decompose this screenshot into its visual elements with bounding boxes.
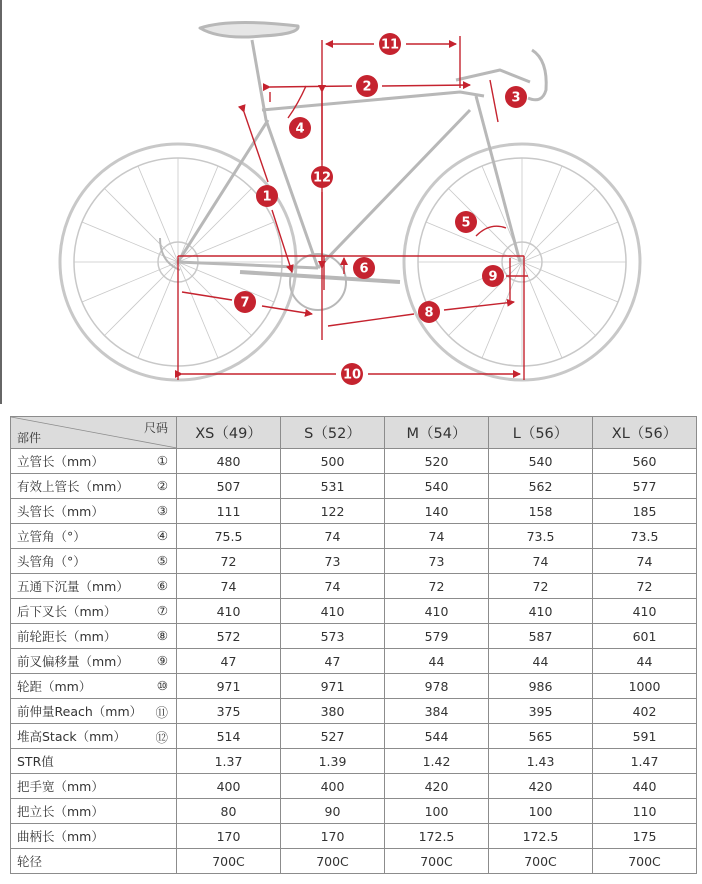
corner-cell [11,417,177,449]
value-cell: 100 [489,799,593,824]
row-label: 有效上管长（mm） [17,479,129,494]
row-number: ⑨ [156,653,168,668]
value-cell: 572 [177,624,281,649]
svg-text:12: 12 [312,170,332,186]
corner-size-label: 尺码 [143,421,168,435]
row-label: 轮径 [17,854,43,869]
callout-7 [234,291,256,313]
row-label: 五通下沉量（mm） [17,579,129,594]
row-label-cell [11,724,177,749]
table-row [11,824,697,849]
table-row [11,749,697,774]
svg-text:11: 11 [380,37,400,53]
value-cell: 700C [489,849,593,874]
table-row [11,849,697,874]
svg-text:5: 5 [461,215,471,231]
bike-geometry-diagram [0,0,702,404]
value-cell: 110 [593,799,697,824]
size-header-xl: XL（56） [593,417,697,449]
row-number: ⑦ [156,603,168,618]
value-cell: 170 [281,824,385,849]
table-row [11,474,697,499]
value-cell: 420 [385,774,489,799]
value-cell: 507 [177,474,281,499]
value-cell: 420 [489,774,593,799]
value-cell: 185 [593,499,697,524]
row-label-cell [11,849,177,874]
table-row [11,574,697,599]
value-cell: 410 [593,599,697,624]
value-cell: 410 [385,599,489,624]
value-cell: 170 [177,824,281,849]
value-cell: 971 [177,674,281,699]
size-header-l: L（56） [489,417,593,449]
svg-text:6: 6 [359,261,369,277]
value-cell: 978 [385,674,489,699]
callout-5 [455,211,477,233]
svg-text:2: 2 [362,79,372,95]
value-cell: 500 [281,449,385,474]
value-cell: 74 [489,549,593,574]
callout-badges [234,33,527,385]
dimension-lines [178,36,528,380]
value-cell: 520 [385,449,489,474]
value-cell: 410 [489,599,593,624]
value-cell: 44 [593,649,697,674]
value-cell: 544 [385,724,489,749]
row-label-cell [11,599,177,624]
value-cell: 73 [281,549,385,574]
value-cell: 1.42 [385,749,489,774]
svg-text:4: 4 [295,121,305,137]
value-cell: 47 [177,649,281,674]
value-cell: 577 [593,474,697,499]
value-cell: 44 [489,649,593,674]
size-header-xs: XS（49） [177,417,281,449]
row-label: 立管长（mm） [17,454,104,469]
value-cell: 591 [593,724,697,749]
value-cell: 72 [489,574,593,599]
callout-1 [256,185,278,207]
row-label: 头管角（°） [17,554,86,569]
callout-6 [353,257,375,279]
value-cell: 140 [385,499,489,524]
table-row [11,774,697,799]
value-cell: 72 [177,549,281,574]
table-row [11,724,697,749]
corner-part-label: 部件 [17,431,42,445]
value-cell: 971 [281,674,385,699]
value-cell: 172.5 [385,824,489,849]
value-cell: 158 [489,499,593,524]
value-cell: 73.5 [489,524,593,549]
row-number: ⑪ [155,705,168,720]
value-cell: 1.47 [593,749,697,774]
table-row [11,649,697,674]
callout-8 [418,301,440,323]
table-row [11,624,697,649]
value-cell: 402 [593,699,697,724]
callout-2 [356,75,378,97]
table-row [11,799,697,824]
row-label: 把手宽（mm） [17,779,104,794]
row-label: 前轮距长（mm） [17,629,117,644]
value-cell: 72 [593,574,697,599]
value-cell: 122 [281,499,385,524]
row-label-cell [11,674,177,699]
row-number: ⑩ [156,678,168,693]
callout-4 [289,117,311,139]
value-cell: 73 [385,549,489,574]
row-label: 轮距（mm） [17,679,92,694]
front-wheel [404,144,640,380]
table-row [11,599,697,624]
value-cell: 573 [281,624,385,649]
row-number: ① [156,453,168,468]
callout-9 [482,265,504,287]
row-number: ⑤ [156,553,168,568]
row-label: 后下叉长（mm） [17,604,117,619]
row-label-cell [11,749,177,774]
row-label-cell [11,824,177,849]
row-label-cell [11,449,177,474]
value-cell: 380 [281,699,385,724]
svg-text:1: 1 [262,189,272,205]
value-cell: 410 [281,599,385,624]
value-cell: 384 [385,699,489,724]
value-cell: 80 [177,799,281,824]
svg-text:7: 7 [240,295,250,311]
row-label-cell [11,799,177,824]
value-cell: 986 [489,674,593,699]
callout-11 [379,33,401,55]
value-cell: 562 [489,474,593,499]
table-row [11,549,697,574]
row-number: ④ [156,528,168,543]
value-cell: 440 [593,774,697,799]
row-label: 把立长（mm） [17,804,104,819]
callout-3 [505,86,527,108]
row-label-cell [11,624,177,649]
value-cell: 375 [177,699,281,724]
value-cell: 172.5 [489,824,593,849]
value-cell: 410 [177,599,281,624]
value-cell: 74 [593,549,697,574]
table-row [11,524,697,549]
value-cell: 74 [281,524,385,549]
value-cell: 72 [385,574,489,599]
svg-text:3: 3 [511,90,521,106]
value-cell: 74 [177,574,281,599]
value-cell: 560 [593,449,697,474]
value-cell: 700C [593,849,697,874]
value-cell: 700C [281,849,385,874]
value-cell: 75.5 [177,524,281,549]
row-label-cell [11,499,177,524]
row-label-cell [11,474,177,499]
value-cell: 111 [177,499,281,524]
value-cell: 579 [385,624,489,649]
value-cell: 540 [489,449,593,474]
value-cell: 601 [593,624,697,649]
value-cell: 90 [281,799,385,824]
row-label-cell [11,524,177,549]
row-label-cell [11,699,177,724]
value-cell: 540 [385,474,489,499]
svg-text:8: 8 [424,305,434,321]
table-header-row [11,417,697,449]
geometry-table [10,416,697,874]
value-cell: 395 [489,699,593,724]
value-cell: 514 [177,724,281,749]
row-number: ⑧ [156,628,168,643]
value-cell: 400 [281,774,385,799]
row-label: 头管长（mm） [17,504,104,519]
value-cell: 700C [385,849,489,874]
table-row [11,499,697,524]
value-cell: 700C [177,849,281,874]
callout-10 [341,363,363,385]
value-cell: 1.37 [177,749,281,774]
value-cell: 74 [281,574,385,599]
row-label: STR值 [17,754,54,769]
value-cell: 480 [177,449,281,474]
row-label: 前伸量Reach（mm） [17,704,143,719]
value-cell: 531 [281,474,385,499]
row-label: 曲柄长（mm） [17,829,104,844]
value-cell: 175 [593,824,697,849]
row-label-cell [11,774,177,799]
value-cell: 1.43 [489,749,593,774]
row-number: ② [156,478,168,493]
value-cell: 587 [489,624,593,649]
table-row [11,449,697,474]
row-label-cell [11,549,177,574]
value-cell: 73.5 [593,524,697,549]
size-header-m: M（54） [385,417,489,449]
value-cell: 44 [385,649,489,674]
row-label-cell [11,574,177,599]
row-number: ③ [156,503,168,518]
row-label-cell [11,649,177,674]
row-label: 堆高Stack（mm） [17,729,126,744]
table-row [11,674,697,699]
value-cell: 527 [281,724,385,749]
row-label: 立管角（°） [17,529,86,544]
svg-text:10: 10 [342,367,362,383]
svg-text:9: 9 [488,269,498,285]
value-cell: 565 [489,724,593,749]
value-cell: 400 [177,774,281,799]
row-label: 前叉偏移量（mm） [17,654,129,669]
table-row [11,699,697,724]
row-number: ⑫ [155,730,168,745]
value-cell: 1000 [593,674,697,699]
value-cell: 100 [385,799,489,824]
row-number: ⑥ [156,578,168,593]
size-header-s: S（52） [281,417,385,449]
callout-12 [311,166,333,188]
value-cell: 47 [281,649,385,674]
value-cell: 74 [385,524,489,549]
value-cell: 1.39 [281,749,385,774]
